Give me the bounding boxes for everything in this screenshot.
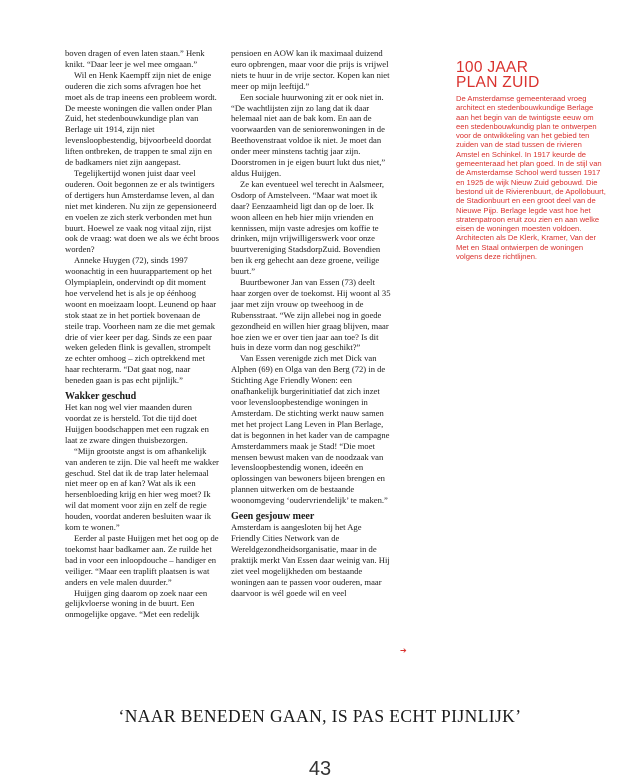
sidebar-plan-zuid <box>456 60 606 261</box>
sidebar-title <box>456 60 606 90</box>
article-paragraph: Wil en Henk Kaempff zijn niet de enige ouderen die zich soms afvragen hoe het moet als de trap ineens een probleem wordt. De meeste woningen die vallen onder Plan Zuid, het stedenbouwkundige plan van Berlage uit 1914, zijn niet levensloopbestendig, bijvoorbeeld doordat liften ontbreken, de trappen te smal zijn en de badkamers niet zijn aangepast. <box>65 69 217 168</box>
article-paragraph: pensioen en AOW kan ik maximaal duizend euro opbrengen, maar voor die prijs is vrijwel niets te huur in de vrije sector. Kopen kan niet meer op mijn leeftijd.” <box>231 48 390 91</box>
pull-quote: ‘NAAR BENEDEN GAAN, IS PAS ECHT PIJNLIJK’ <box>118 706 522 726</box>
continue-arrow-icon: ➔ <box>400 646 407 655</box>
article-paragraph: boven dragen of even laten staan.” Henk knikt. “Daar leer je wel mee omgaan.” <box>65 48 205 69</box>
article-paragraph: Eerder al paste Huijgen met het oog op de toekomst haar badkamer aan. Ze ruilde het bad in voor een inloopdouche – handiger en veiliger. “Maar een traplift plaatsen is wat anders en vele malen duurder.” <box>65 532 219 587</box>
article-paragraph: Anneke Huygen (72), sinds 1997 woonachtig in een huurappartement op het Olympiaplein, ondervindt op dit moment hoe vervelend het is als je op éénhoog woont en moeizaam loopt. Leunend op haar stok staat ze in het portiek bovenaan de steile trap. Voorheen nam ze die met gemak drie of vier keer per dag. Sinds ze een paar weken geleden flink is gevallen, strompelt ze echter omhoog – zich optrekkend met haar rechterarm. “Dat gaat nog, naar beneden gaan is pas echt pijnlijk.” <box>65 255 217 386</box>
article-paragraph: Huijgen ging daarom op zoek naar een gelijkvloerse woning in de buurt. Een onmogelijke opgave. “Met een redelijk <box>65 587 208 620</box>
article-column-1 <box>65 48 219 620</box>
sidebar-title-line-2: PLAN ZUID <box>456 74 540 91</box>
sidebar-body: De Amsterdamse gemeenteraad vroeg architect en stedenbouwkundige Berlage aan het begin van de twintigste eeuw om een stedenbouwkundig plan te ontwerpen voor de ontwikkeling van het gebied ten zuiden van de stad tussen de rivieren Amstel en Schinkel. In 1917 keurde de gemeenteraad het plan goed. In de stijl van de Amsterdamse School werd tussen 1917 en 1925 de wijk Nieuw Zuid gebouwd. Die bestond uit de Rivierenbuurt, de Apollobuurt, de Stadionbuurt en een groot deel van de Nieuwe Pijp. Berlage legde vast hoe het stratenpatroon eruit zou zien en aan welke eisen de woningen moesten voldoen. Architecten als De Klerk, Kramer, Van der Met en Staal ontwierpen de woningen volgens deze richtlijnen. <box>456 94 606 262</box>
section-heading: Geen gesjouw meer <box>231 511 315 523</box>
page-number: 43 <box>308 758 332 780</box>
article-paragraph: Ze kan eventueel wel terecht in Aalsmeer, Osdorp of Amstelveen. “Maar wat moet ik daar? Eenzaamheid ligt dan op de loer. Ik woon alleen en heb hier mijn vrienden en kennissen, mijn vaste adresjes om koffie te drinken, mijn vrijwilligerswerk voor onze buurtvereniging StadsdorpZuid. Bovendien ben ik erg gehecht aan deze groene, veilige buurt.” <box>231 178 385 277</box>
article-paragraph: “Mijn grootste angst is om afhankelijk van anderen te zijn. Die val heeft me wakker geschud. Stel dat ik de trap later helemaal niet meer op en af kan? Wat als ik een hersenbloeding krijg en hier weg moet? Ik wil dat moment voor zijn en zelf de regie houden, voordat anderen besluiten waar ik kom te wonen.” <box>65 445 219 533</box>
article-column-2 <box>231 48 391 598</box>
article-paragraph: Van Essen verenigde zich met Dick van Alphen (69) en Olga van den Berg (72) in de Stichting Age Friendly Wonen: een onafhankelijk burgerinitiatief dat zich inzet voor levensloopbestendige woningen in Amsterdam. De stichting werkt nauw samen met het project Lang Leven in Plan Berlage, dat is begonnen in het kader van de campagne Amsterdammers maak je Stad! “Die moet mensen bewust maken van de noodzaak van levensloopbestendig wonen, ideeën en oplossingen van bewoners bijeen brengen en plannen uitwerken om de bestaande woonomgeving ‘oudervriendelijk’ te maken.” <box>231 353 390 506</box>
article-paragraph: Tegelijkertijd wonen juist daar veel ouderen. Ooit begonnen ze er als twintigers of dertigers hun Amsterdamse leven, al dan niet met kinderen. Nu zijn ze gepensioneerd en voelen ze zich sterk verbonden met hun buurt. Hoewel ze vaak nog vitaal zijn, rijst ook de vraag: wat doen we als we écht broos worden? <box>65 167 219 255</box>
article-paragraph: Het kan nog wel vier maanden duren voordat ze is hersteld. Tot die tijd doet Huijgen boodschappen met een rugzak en laat ze zware dingen thuisbezorgen. <box>65 402 209 445</box>
article-paragraph: Amsterdam is aangesloten bij het Age Friendly Cities Network van de Wereldgezondheidsorganisatie, maar in de praktijk merkt Van Essen daar weinig van. Hij ziet veel mogelijkheden om bestaande woningen aan te passen voor ouderen, maar daarvoor is wél goede wil en veel <box>231 522 390 598</box>
article-paragraph: Een sociale huurwoning zit er ook niet in. “De wachtlijsten zijn zo lang dat ik daar helemaal niet aan de bak kom. En aan de voorwaarden van de seniorenwoningen in de Beethovenstraat voldoe ik niet. Je moet dan onder meer minstens tachtig jaar zijn. Doorstromen in je eigen buurt lukt dus niet,” aldus Huijgen. <box>231 91 386 178</box>
article-paragraph: Buurtbewoner Jan van Essen (73) deelt haar zorgen over de toekomst. Hij woont al 35 jaar met zijn vrouw op tweehoog in de Rubensstraat. “We zijn allebei nog in goede gezondheid en willen hier graag blijven, maar hoe zien we er over tien jaar aan toe? Is dit huis in deze vorm dan nog geschikt?” <box>231 277 391 353</box>
sidebar-title-line-1: 100 JAAR <box>456 59 529 76</box>
section-heading: Wakker geschud <box>65 391 137 403</box>
